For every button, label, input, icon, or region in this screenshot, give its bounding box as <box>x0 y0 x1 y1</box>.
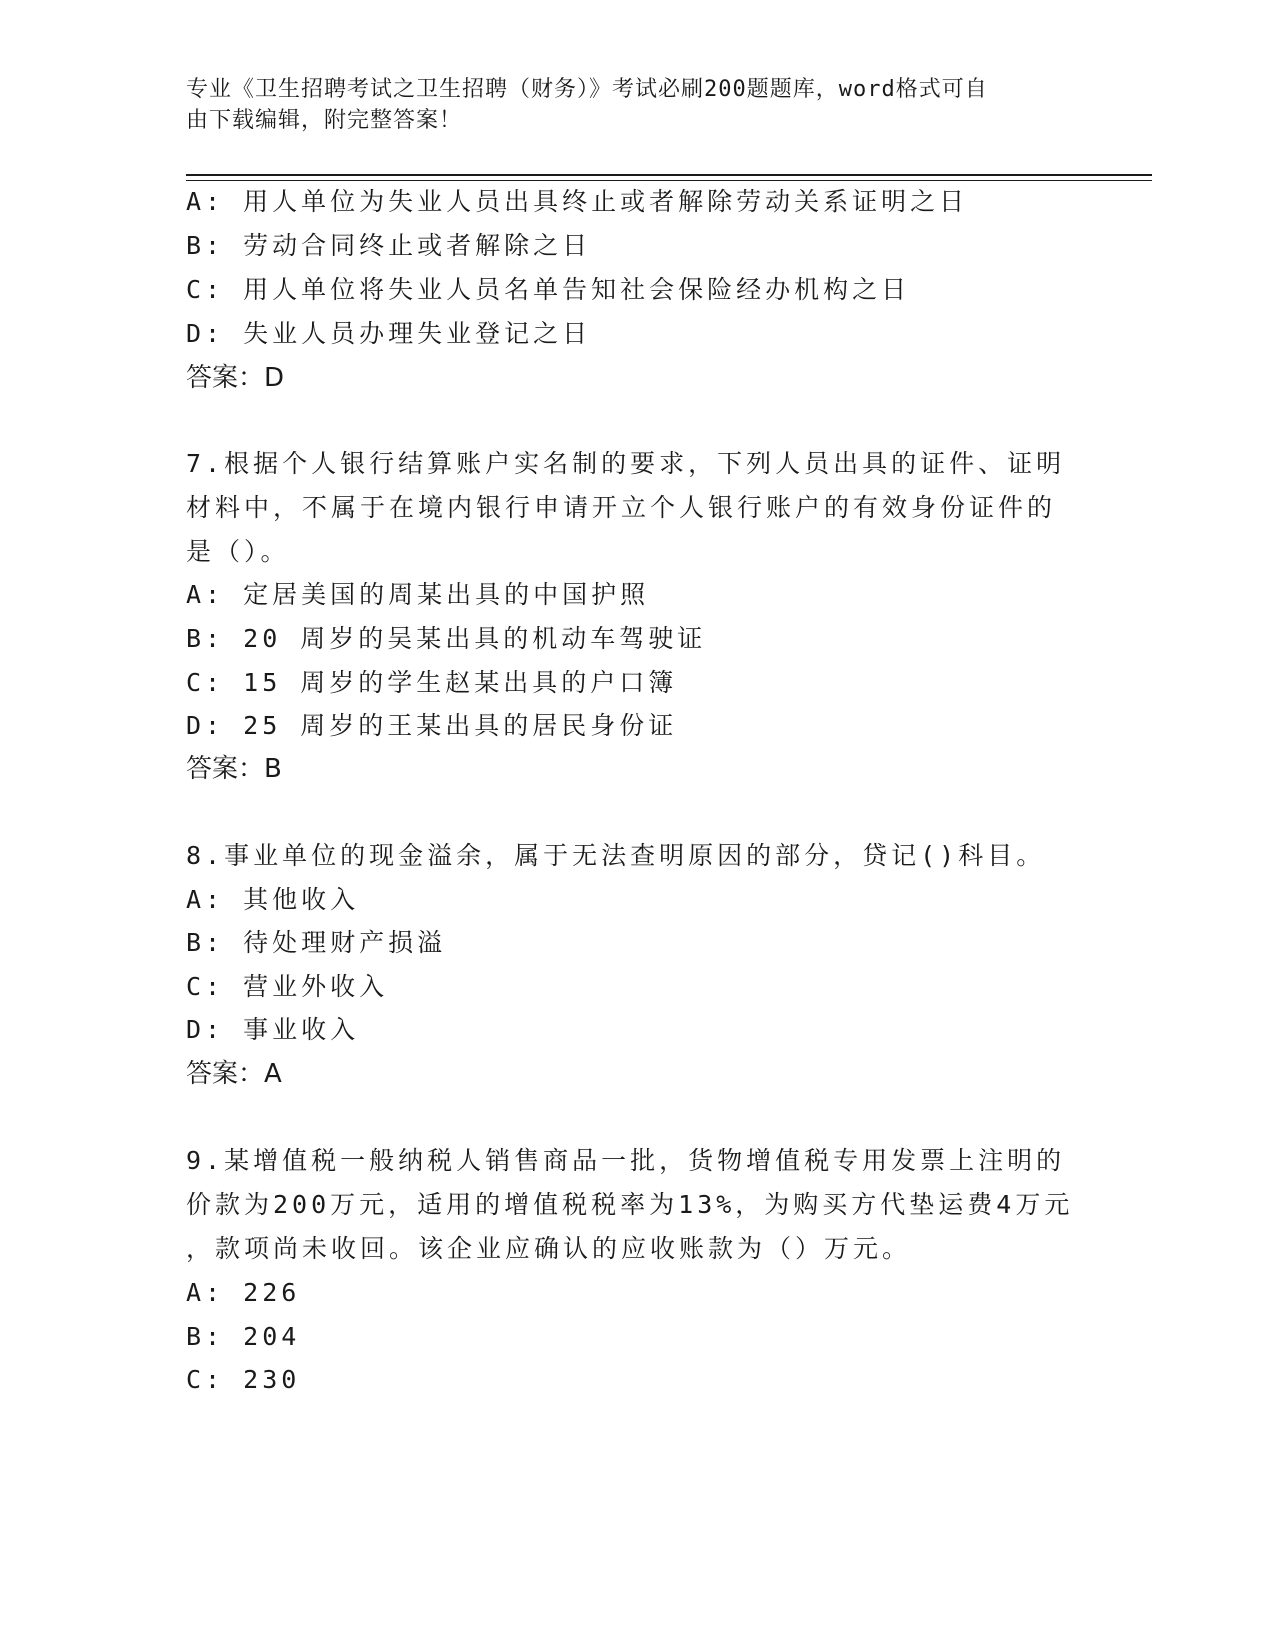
header-divider-thin <box>186 180 1152 181</box>
q8-option-b: B: 待处理财产损溢 <box>186 928 447 957</box>
q7-option-b: B: 20 周岁的吴某出具的机动车驾驶证 <box>186 624 707 653</box>
q9-stem-line-1: 9.某增值税一般纳税人销售商品一批，货物增值税专用发票上注明的 <box>186 1146 1066 1175</box>
header-title-line-1: 专业《卫生招聘考试之卫生招聘（财务）》考试必刷200题题库，word格式可自 <box>186 77 988 102</box>
q8-option-a: A: 其他收入 <box>186 885 360 914</box>
q8-stem-line-1: 8.事业单位的现金溢余，属于无法查明原因的部分，贷记()科目。 <box>186 841 1046 870</box>
q6-option-d: D: 失业人员办理失业登记之日 <box>186 319 592 348</box>
q7-option-a: A: 定居美国的周某出具的中国护照 <box>186 580 650 609</box>
q9-option-b: B: 204 <box>186 1322 301 1351</box>
q7-stem-line-3: 是（）。 <box>186 537 290 566</box>
q6-option-b: B: 劳动合同终止或者解除之日 <box>186 231 592 260</box>
document-header <box>186 74 1066 136</box>
header-title-line-2: 由下载编辑，附完整答案！ <box>186 108 463 133</box>
q6-answer: 答案：D <box>186 363 285 393</box>
q8-option-d: D: 事业收入 <box>186 1015 360 1044</box>
q7-option-c: C: 15 周岁的学生赵某出具的户口簿 <box>186 668 678 697</box>
q6-option-a: A: 用人单位为失业人员出具终止或者解除劳动关系证明之日 <box>186 187 969 216</box>
q8-option-c: C: 营业外收入 <box>186 972 389 1001</box>
q9-option-c: C: 230 <box>186 1365 301 1394</box>
q7-answer: 答案：B <box>186 754 282 784</box>
q9-stem-line-3: ，款项尚未收回。该企业应确认的应收账款为（）万元。 <box>186 1234 912 1263</box>
header-divider-thick <box>186 174 1152 176</box>
q8-answer: 答案：A <box>186 1059 282 1089</box>
q6-option-c: C: 用人单位将失业人员名单告知社会保险经办机构之日 <box>186 275 911 304</box>
q9-stem-line-2: 价款为200万元，适用的增值税税率为13%，为购买方代垫运费4万元 <box>186 1190 1074 1219</box>
q7-option-d: D: 25 周岁的王某出具的居民身份证 <box>186 711 678 740</box>
q9-option-a: A: 226 <box>186 1278 301 1307</box>
q7-stem-line-2: 材料中，不属于在境内银行申请开立个人银行账户的有效身份证件的 <box>186 493 1057 522</box>
q7-stem-line-1: 7.根据个人银行结算账户实名制的要求，下列人员出具的证件、证明 <box>186 449 1066 478</box>
